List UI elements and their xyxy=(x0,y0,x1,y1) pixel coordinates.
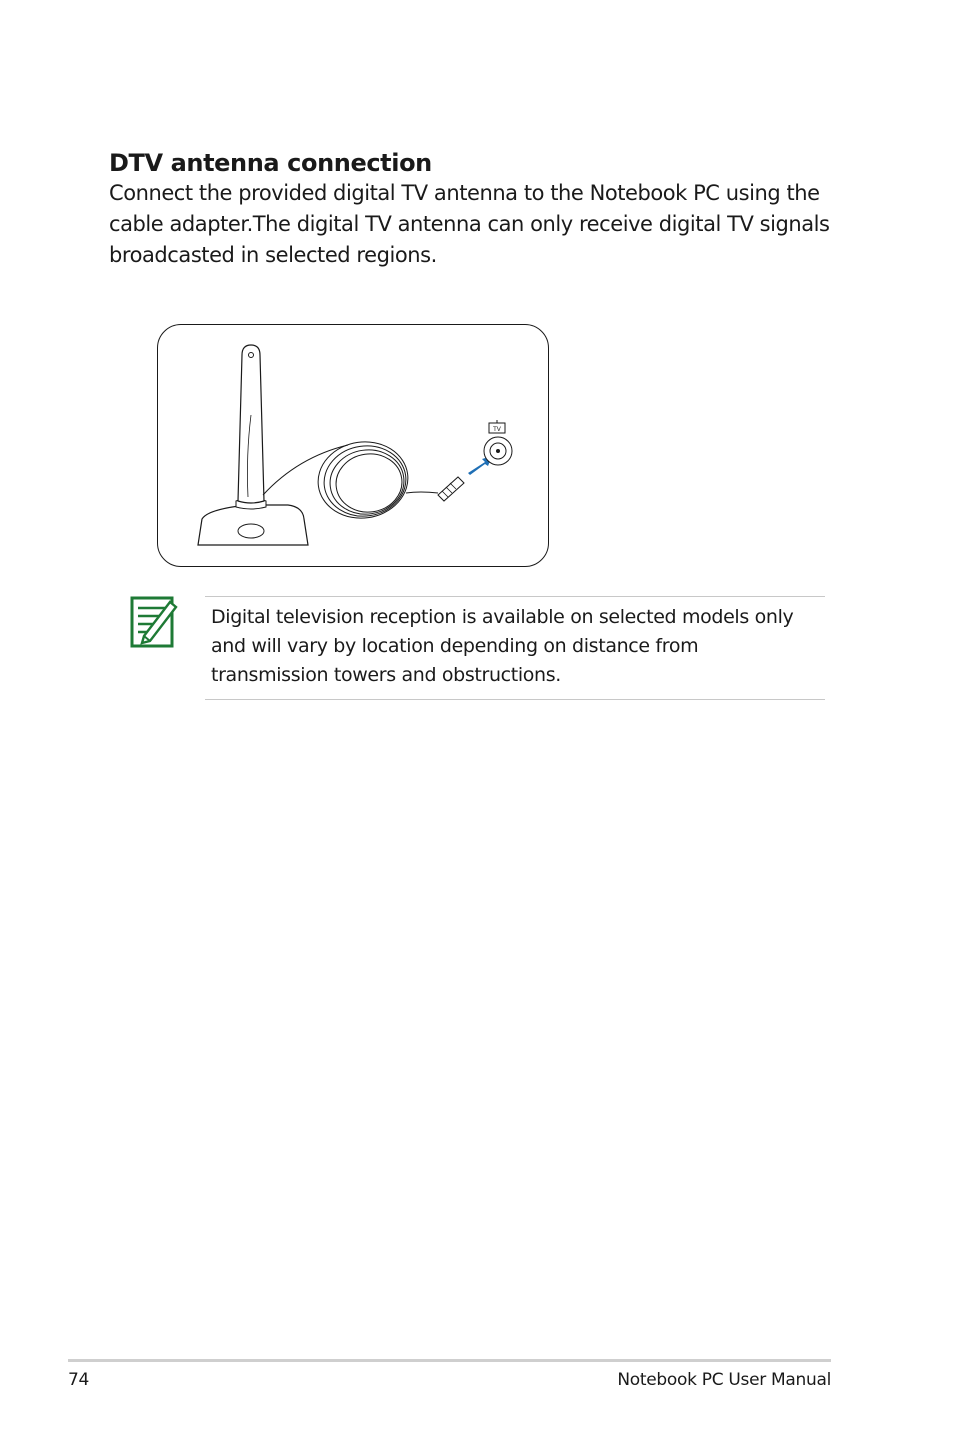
manual-title: Notebook PC User Manual xyxy=(617,1370,831,1390)
page-number: 74 xyxy=(68,1370,90,1390)
antenna-whip xyxy=(238,345,264,503)
section-body: Connect the provided digital TV antenna to the Notebook PC using the cable adapter.The digital TV antenna can only receive digital TV signals broadcasted in selected regions. xyxy=(109,181,830,267)
footer-rule xyxy=(68,1359,831,1362)
tv-port-icon xyxy=(489,420,505,433)
antenna-connection-figure xyxy=(157,324,549,567)
note-top-rule xyxy=(205,596,825,597)
antenna-base xyxy=(198,498,308,545)
section-title: DTV antenna connection xyxy=(109,149,432,177)
note-text: Digital television reception is available on selected models only and will vary by location depending on distance from transmission towers and obstructions. xyxy=(211,606,794,686)
note-bottom-rule xyxy=(205,699,825,700)
connector-plug xyxy=(438,477,464,501)
note-pencil-icon xyxy=(130,592,178,650)
tv-port-label: TV xyxy=(493,426,501,433)
tv-port xyxy=(484,437,512,465)
